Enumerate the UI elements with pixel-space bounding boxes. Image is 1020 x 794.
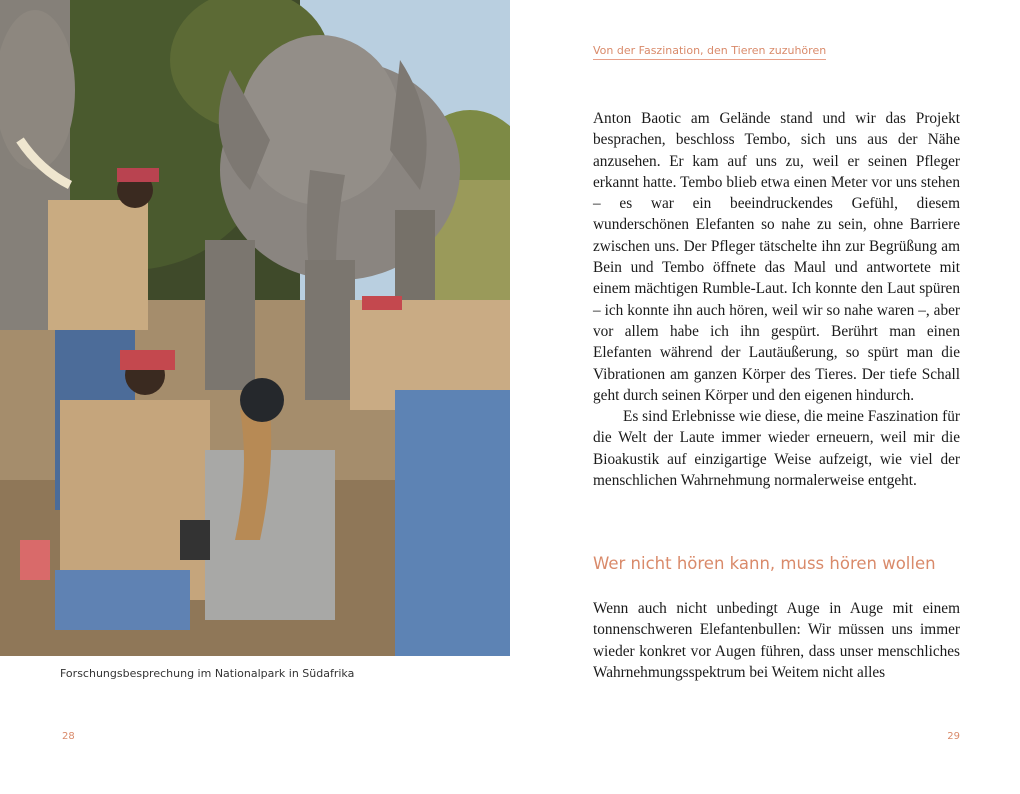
page-number-right: 29 (947, 731, 960, 742)
text-block-1 (593, 108, 960, 491)
paragraph-3: Wenn auch nicht unbedingt Auge in Auge mit einem tonnenschweren Elefantenbullen: Wir müssen uns immer wieder konkret vor Augen führen, dass unser menschliches Wahrnehmungsspektrum bei Weitem nicht alles (593, 600, 960, 681)
section-heading: Wer nicht hören kann, muss hören wollen (593, 554, 936, 573)
paragraph-2: Es sind Erlebnisse wie diese, die meine Faszination für die Welt der Laute immer wieder erneuern, weil mir die Bioakustik auf einzigartige Weise aufzeigt, wie viel der menschlichen Wahrnehmung normalerweise entgeht. (593, 408, 960, 490)
page-number-left: 28 (62, 731, 75, 742)
paragraph-1: Anton Baotic am Gelände stand und wir das Projekt besprachen, beschloss Tembo, sich uns aus der Nähe anzusehen. Er kam auf uns zu, weil er seinen Pfleger erkannt hatte. Tembo blieb etwa einen Meter vor uns stehen – es war ein beeindruckendes Gefühl, diesem wunderschönen Elefanten so nahe zu sein, ohne Barriere zwischen uns. Der Pfleger tätschelte ihn zur Begrüßung am Bein und Tembo öffnete das Maul und antwortete mit einem mächtigen Rumble-Laut. Ich konnte den Laut spüren – ich konnte ihn auch hören, weil wir so nahe waren –, aber vor allem habe ich ihn gespürt. Berührt man einen Elefanten während der Lautäußerung, so spürt man die Vibrationen am ganzen Körper des Tieres. Der tiefe Schall geht durch seinen Körper und den eigenen hindurch. (593, 110, 960, 404)
right-page (510, 0, 1020, 794)
photo-caption: Forschungsbesprechung im Nationalpark in Südafrika (60, 667, 355, 680)
photo-elephant-research (0, 0, 510, 656)
text-block-2 (593, 598, 960, 683)
running-head: Von der Faszination, den Tieren zuzuhören (593, 44, 826, 60)
